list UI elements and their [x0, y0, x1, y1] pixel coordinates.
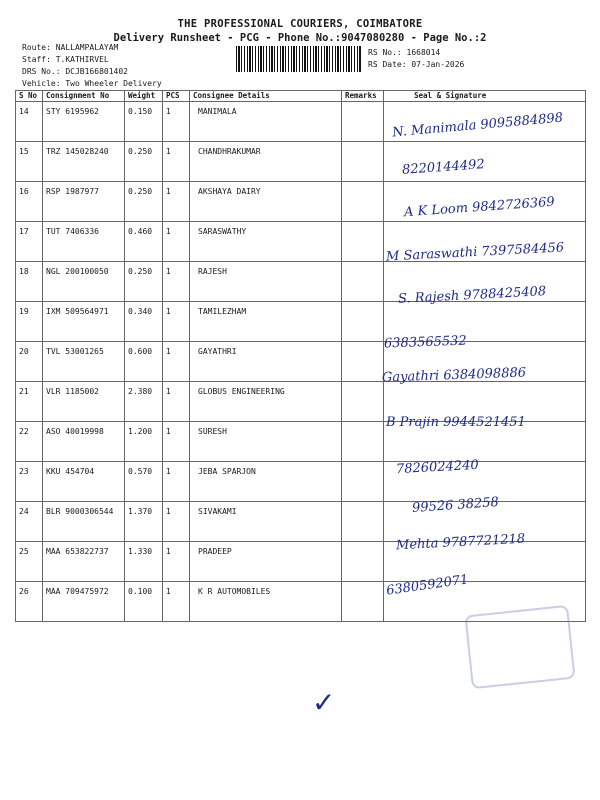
pieces: 1	[163, 582, 190, 622]
remarks	[342, 182, 384, 222]
serial-number: 16	[16, 182, 43, 222]
consignee-name: SIVAKAMI	[190, 502, 342, 542]
column-header: Consignee Details	[190, 91, 342, 102]
serial-number: 23	[16, 462, 43, 502]
consignment-number: NGL 200100050	[43, 262, 125, 302]
handwritten-signature: Gayathri 6384098886	[381, 365, 527, 386]
staff-label: Staff: T.KATHIRVEL	[22, 55, 109, 64]
weight: 0.250	[125, 142, 163, 182]
checkmark-icon: ✓	[312, 686, 336, 719]
table-row	[16, 302, 586, 342]
weight: 1.330	[125, 542, 163, 582]
pieces: 1	[163, 142, 190, 182]
serial-number: 22	[16, 422, 43, 462]
vehicle-label: Vehicle: Two Wheeler Delivery	[22, 79, 162, 88]
column-header: S No	[16, 91, 43, 102]
pieces: 1	[163, 342, 190, 382]
remarks	[342, 302, 384, 342]
weight: 1.200	[125, 422, 163, 462]
route-label: Route: NALLAMPALAYAM	[22, 43, 119, 52]
consignee-name: GLOBUS ENGINEERING	[190, 382, 342, 422]
consignment-number: IXM 509564971	[43, 302, 125, 342]
serial-number: 15	[16, 142, 43, 182]
consignment-number: TRZ 145028240	[43, 142, 125, 182]
serial-number: 18	[16, 262, 43, 302]
barcode	[236, 46, 362, 72]
consignee-name: RAJESH	[190, 262, 342, 302]
consignment-number: RSP 1987977	[43, 182, 125, 222]
consignee-name: JEBA SPARJON	[190, 462, 342, 502]
runsheet-subtitle: Delivery Runsheet - PCG - Phone No.:9047080280 - Page No.:2	[113, 32, 487, 44]
column-header: Remarks	[342, 91, 384, 102]
handwritten-signature: 99526 38258	[411, 494, 500, 517]
pieces: 1	[163, 182, 190, 222]
consignee-name: PRADEEP	[190, 542, 342, 582]
weight: 0.250	[125, 182, 163, 222]
column-header: PCS	[163, 91, 190, 102]
rs-date: RS Date: 07-Jan-2026	[368, 60, 465, 69]
handwritten-signature: Mehta 9787721218	[395, 531, 526, 554]
serial-number: 26	[16, 582, 43, 622]
consignment-number: TVL 53001265	[43, 342, 125, 382]
rs-number: RS No.: 1668014	[368, 48, 441, 57]
serial-number: 17	[16, 222, 43, 262]
remarks	[342, 142, 384, 182]
column-header: Seal & Signature	[384, 91, 586, 102]
pieces: 1	[163, 262, 190, 302]
remarks	[342, 422, 384, 462]
weight: 0.150	[125, 102, 163, 142]
consignee-name: SARASWATHY	[190, 222, 342, 262]
handwritten-signature: 8220144492	[401, 157, 486, 178]
consignee-name: K R AUTOMOBILES	[190, 582, 342, 622]
consignment-number: STY 6195962	[43, 102, 125, 142]
pieces: 1	[163, 502, 190, 542]
remarks	[342, 222, 384, 262]
serial-number: 14	[16, 102, 43, 142]
consignment-number: TUT 7406336	[43, 222, 125, 262]
remarks	[342, 102, 384, 142]
consignee-name: SURESH	[190, 422, 342, 462]
weight: 0.250	[125, 262, 163, 302]
weight: 0.570	[125, 462, 163, 502]
remarks	[342, 502, 384, 542]
consignment-number: BLR 9000306544	[43, 502, 125, 542]
consignment-number: MAA 653822737	[43, 542, 125, 582]
remarks	[342, 382, 384, 422]
pieces: 1	[163, 382, 190, 422]
pieces: 1	[163, 102, 190, 142]
remarks	[342, 542, 384, 582]
remarks	[342, 582, 384, 622]
runsheet-title: THE PROFESSIONAL COURIERS, COIMBATORE	[177, 18, 423, 30]
consignee-name: AKSHAYA DAIRY	[190, 182, 342, 222]
handwritten-signature: A K Loom 9842726369	[403, 194, 556, 221]
consignee-name: CHANDHRAKUMAR	[190, 142, 342, 182]
consignment-number: KKU 454704	[43, 462, 125, 502]
pieces: 1	[163, 462, 190, 502]
weight: 0.340	[125, 302, 163, 342]
weight: 0.100	[125, 582, 163, 622]
pieces: 1	[163, 302, 190, 342]
handwritten-signature: M Saraswathi 7397584456	[385, 240, 565, 265]
drs-number: DRS No.: DCJB166801402	[22, 67, 128, 76]
table-row	[16, 462, 586, 502]
handwritten-signature: 6383565532	[383, 333, 467, 352]
remarks	[342, 262, 384, 302]
consignee-name: MANIMALA	[190, 102, 342, 142]
weight: 1.370	[125, 502, 163, 542]
weight: 0.460	[125, 222, 163, 262]
consignment-number: ASO 40019998	[43, 422, 125, 462]
serial-number: 25	[16, 542, 43, 582]
serial-number: 21	[16, 382, 43, 422]
weight: 2.380	[125, 382, 163, 422]
consignment-number: MAA 709475972	[43, 582, 125, 622]
remarks	[342, 462, 384, 502]
handwritten-signature: 7826024240	[395, 457, 480, 478]
company-seal-stamp	[464, 605, 575, 689]
consignee-name: TAMILEZHAM	[190, 302, 342, 342]
column-header: Weight	[125, 91, 163, 102]
table-header-row	[16, 91, 586, 102]
consignee-name: GAYATHRI	[190, 342, 342, 382]
table-row	[16, 142, 586, 182]
pieces: 1	[163, 222, 190, 262]
handwritten-signature: B Prajin 9944521451	[386, 415, 526, 430]
pieces: 1	[163, 422, 190, 462]
pieces: 1	[163, 542, 190, 582]
handwritten-signature: N. Manimala 9095884898	[391, 110, 564, 141]
consignment-number: VLR 1185002	[43, 382, 125, 422]
handwritten-signature: S. Rajesh 9788425408	[397, 284, 547, 307]
column-header: Consignment No	[43, 91, 125, 102]
serial-number: 19	[16, 302, 43, 342]
handwritten-signature: 6380592071	[385, 572, 470, 599]
serial-number: 20	[16, 342, 43, 382]
weight: 0.600	[125, 342, 163, 382]
serial-number: 24	[16, 502, 43, 542]
remarks	[342, 342, 384, 382]
